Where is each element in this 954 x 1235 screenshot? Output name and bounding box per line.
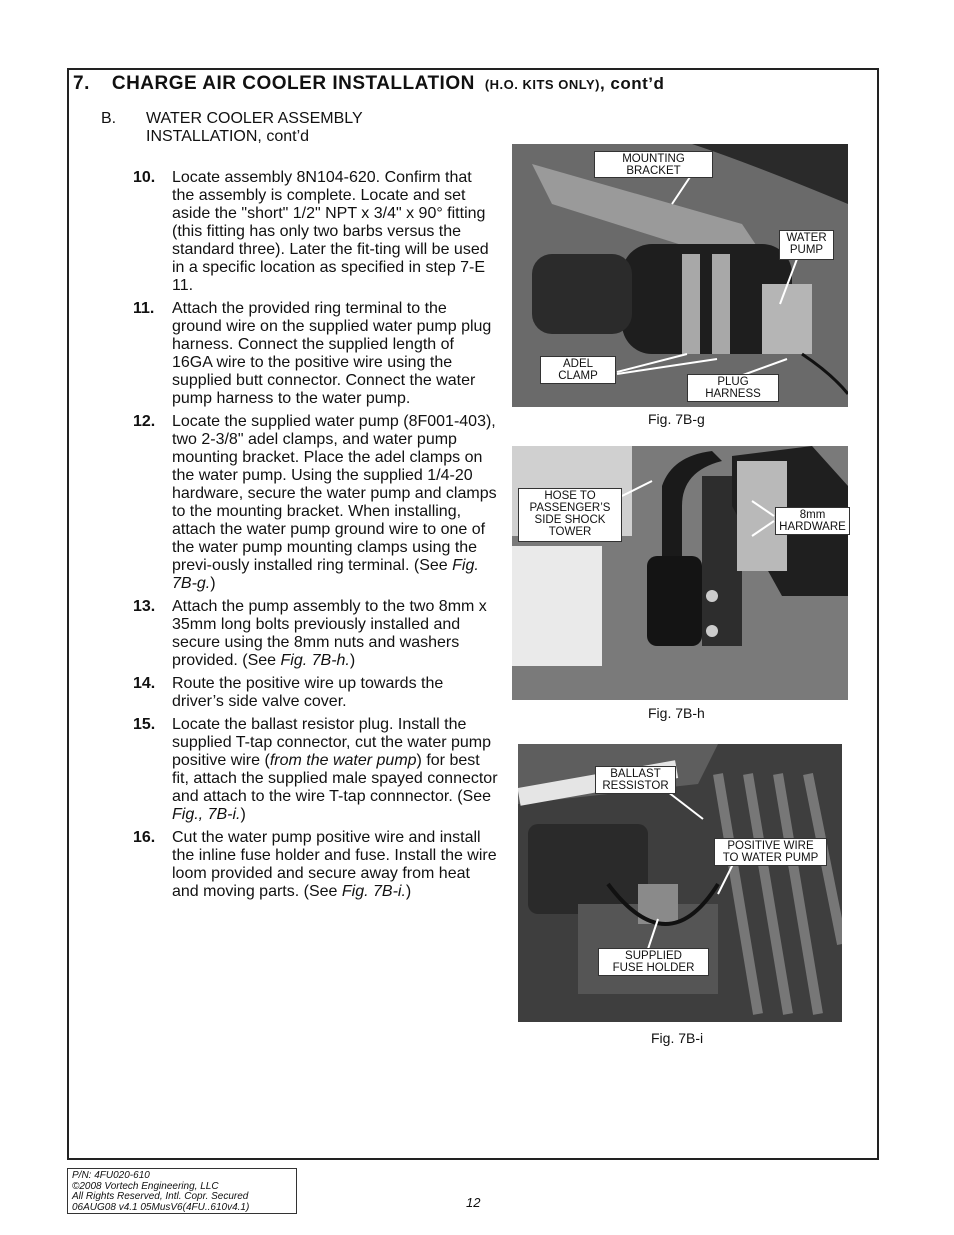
footer-line: P/N: 4FU020-610 bbox=[72, 1170, 150, 1181]
footer-line: All Rights Reserved, Intl. Copr. Secured bbox=[72, 1191, 249, 1202]
step-number: 14. bbox=[133, 675, 156, 692]
step-list bbox=[133, 169, 498, 906]
step-text bbox=[172, 829, 497, 900]
step-item bbox=[133, 169, 498, 295]
step-item bbox=[133, 716, 498, 824]
step-text-run: ) bbox=[240, 806, 246, 823]
figure-reference: from the water pump bbox=[269, 752, 417, 769]
step-text-run: ) for best fit, attach the supplied male spayed connector and attach to the wire T-tap connnector. (See bbox=[172, 752, 498, 805]
callout-ballast-resistor: BALLAST RESSISTOR bbox=[595, 766, 676, 794]
step-text-run: Locate the supplied water pump (8F001-403), two 2-3/8" adel clamps, and water pump mounting bracket. Place the adel clamps on the water pump. Using the supplied 1/4-20 hardware, secure the water pump and clamps to the mounting bracket. When installing, attach the water pump ground wire to one of the water pump mounting clamps using the previ-ously installed ring terminal. (See bbox=[172, 413, 497, 574]
step-text-run: ) bbox=[405, 883, 412, 900]
step-text-run: Attach the pump assembly to the two 8mm x 35mm long bolts previously installed and secure using the 8mm nuts and washers provided. (See bbox=[172, 598, 487, 669]
footer-info bbox=[67, 1168, 297, 1214]
figure-7b-i-photo bbox=[518, 744, 842, 1022]
section-title: CHARGE AIR COOLER INSTALLATION bbox=[111, 73, 475, 94]
page-number: 12 bbox=[466, 1195, 481, 1210]
callout-mounting-bracket: MOUNTING BRACKET bbox=[594, 151, 713, 178]
callout-8mm-hardware: 8mm HARDWARE bbox=[775, 507, 850, 535]
figure-7b-h-caption: Fig. 7B-h bbox=[648, 705, 705, 721]
section-heading bbox=[73, 73, 664, 95]
step-text-run: Route the positive wire up towards the driver’s side valve cover. bbox=[172, 675, 444, 710]
figure-reference: Fig. 7B-i. bbox=[341, 883, 406, 900]
callout-fuse-holder: SUPPLIED FUSE HOLDER bbox=[598, 948, 709, 976]
step-item bbox=[133, 598, 498, 670]
step-text bbox=[172, 169, 489, 294]
step-text bbox=[172, 598, 487, 669]
figure-7b-h-photo bbox=[512, 446, 848, 700]
step-number: 12. bbox=[133, 413, 156, 430]
step-text-run: Attach the provided ring terminal to the ground wire on the supplied water pump plug harness. Connect the supplied length of 16GA wire to the positive wire using the supplied butt connector. Connect the water pump harness to the water pump. bbox=[172, 300, 492, 407]
figure-7b-i-caption: Fig. 7B-i bbox=[651, 1030, 704, 1046]
callout-adel-clamp: ADEL CLAMP bbox=[540, 356, 616, 384]
step-item bbox=[133, 413, 498, 593]
callout-hose: HOSE TO PASSENGER’S SIDE SHOCK TOWER bbox=[518, 488, 622, 542]
footer-line: 06AUG08 v4.1 05MusV6(4FU..610v4.1) bbox=[72, 1201, 250, 1213]
step-number: 16. bbox=[133, 829, 156, 846]
callout-water-pump: WATER PUMP bbox=[779, 230, 834, 260]
callout-positive-wire: POSITIVE WIRE TO WATER PUMP bbox=[714, 838, 827, 866]
figure-reference: Fig. 7B-h. bbox=[280, 652, 350, 669]
callout-plug-harness: PLUG HARNESS bbox=[687, 374, 779, 402]
step-number: 15. bbox=[133, 716, 156, 733]
footer-line: ©2008 Vortech Engineering, LLC bbox=[72, 1180, 219, 1192]
step-number: 11. bbox=[133, 300, 155, 317]
step-text bbox=[172, 300, 491, 407]
step-text bbox=[172, 675, 443, 710]
step-item bbox=[133, 829, 498, 901]
subsection-letter: B. bbox=[101, 110, 117, 127]
step-item bbox=[133, 675, 498, 711]
step-text-run: ) bbox=[349, 652, 356, 669]
step-item bbox=[133, 300, 498, 408]
step-text-run: Locate assembly 8N104-620. Confirm that the assembly is complete. Locate and set aside the "short" 1/2" NPT x 3/4" x 90° fitting (this fitting has only two barbs versus the standard three). Later the fit-ting will be used in a specific location as specified in step 7-E 11. bbox=[172, 169, 489, 294]
step-number: 13. bbox=[133, 598, 156, 615]
section-qualifier: (H.O. KITS ONLY) bbox=[484, 77, 600, 92]
step-number: 10. bbox=[133, 169, 156, 186]
figure-7b-g-caption: Fig. 7B-g bbox=[648, 411, 705, 427]
figure-reference: Fig., 7B-i. bbox=[172, 806, 241, 823]
section-number: 7. bbox=[73, 73, 90, 94]
step-text-run: Locate the ballast resistor plug. Install the supplied T-tap connector, cut the water pump positive wire ( bbox=[172, 716, 492, 769]
step-text bbox=[172, 413, 497, 592]
figure-reference: Fig. 7B-g. bbox=[172, 557, 479, 592]
subsection-title: WATER COOLER ASSEMBLY INSTALLATION, cont’d bbox=[146, 110, 363, 145]
step-text-run: ) bbox=[210, 575, 216, 592]
section-contd: , cont’d bbox=[599, 74, 665, 93]
step-text-run: Cut the water pump positive wire and install the inline fuse holder and fuse. Install the wire loom provided and secure away from heat and moving parts. (See bbox=[172, 829, 497, 900]
step-text bbox=[172, 716, 498, 823]
